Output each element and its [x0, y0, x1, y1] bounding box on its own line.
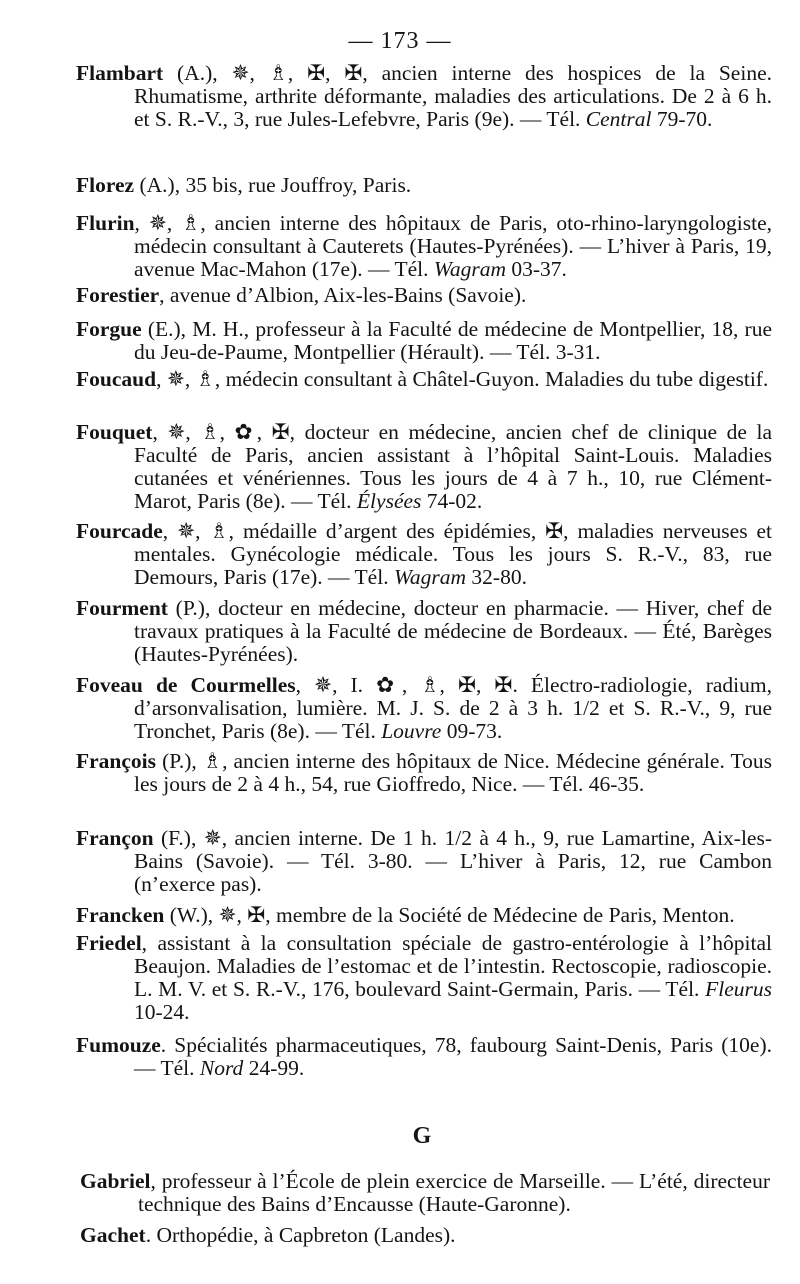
entry-name: Fouquet [76, 420, 153, 444]
page-number: — 173 — [348, 28, 452, 54]
directory-entry-foucaud [76, 368, 772, 391]
entry-text: . Orthopédie, à Capbreton (Landes). [145, 1223, 456, 1247]
entry-name: Flurin [76, 211, 135, 235]
entry-text-end: 79-70. [651, 107, 713, 131]
entry-name: Flambart [76, 61, 164, 85]
directory-entry-florez [76, 174, 772, 197]
entry-text-end: 09-73. [441, 719, 503, 743]
directory-entry-fumouze [76, 1034, 772, 1080]
entry-name: Françon [76, 826, 154, 850]
entry-text: , assistant à la consultation spéciale de gastro-entérologie à l’hôpital Beaujon. Maladies de l’estomac et de l’intestin. Rectoscopie, radioscopie. L. M. V. et S. R.-V., 176, boulevard Saint-Germain, Paris. — Tél. [134, 931, 772, 1001]
entry-text: (E.), M. H., professeur à la Faculté de médecine de Montpellier, 18, rue du Jeu-de-Paume, Montpellier (Hérault). — Tél. 3-31. [134, 317, 772, 364]
entry-name: Fourcade [76, 519, 163, 543]
entry-text-end: 24-99. [243, 1056, 305, 1080]
directory-entry-friedel [76, 932, 772, 1024]
entry-text: (W.), ✵, ✠, membre de la Société de Médecine de Paris, Menton. [164, 903, 735, 927]
entry-name: Gabriel [80, 1169, 151, 1193]
entry-name: Foveau de Courmelles [76, 673, 296, 697]
entry-text: , ✵, ♗, médaille d’argent des épidémies, ✠, maladies nerveuses et mentales. Gynécologie médicale. Tous les jours S. R.-V., 83, rue Demours, Paris (17e). — Tél. [134, 519, 772, 589]
directory-entry-gabriel [80, 1170, 770, 1216]
directory-entry-francken [76, 904, 772, 927]
entry-name: Fumouze [76, 1033, 161, 1057]
entry-name: Foucaud [76, 367, 157, 391]
entry-name: Fourment [76, 596, 168, 620]
telephone-exchange: Élysées [356, 489, 422, 513]
entry-name: Florez [76, 173, 135, 197]
entry-text-end: 32-80. [466, 565, 527, 589]
directory-entry-forestier [76, 284, 772, 307]
directory-entry-fourcade [76, 520, 772, 589]
directory-entry-fourment [76, 597, 772, 666]
directory-entry-fouquet [76, 421, 772, 513]
entry-text-end: 10-24. [134, 1000, 190, 1024]
directory-entry-flambart [76, 62, 772, 131]
entry-name: Gachet [80, 1223, 146, 1247]
entry-text: (F.), ✵, ancien interne. De 1 h. 1/2 à 4 h., 9, rue Lamartine, Aix-les-Bains (Savoie). — Tél. 3-80. — L’hiver à Paris, 12, rue Cambon (n’exerce pas). [134, 826, 772, 896]
telephone-exchange: Central [585, 107, 652, 131]
entry-name: Forgue [76, 317, 142, 341]
directory-entry-francois [76, 750, 772, 796]
telephone-exchange: Louvre [381, 719, 442, 743]
telephone-exchange: Wagram [433, 257, 506, 281]
entry-text: (P.), ♗, ancien interne des hôpitaux de Nice. Médecine générale. Tous les jours de 2 à 4 h., 54, rue Gioffredo, Nice. — Tél. 46-35. [134, 749, 772, 796]
entry-name: Forestier [76, 283, 160, 307]
entry-name: Friedel [76, 931, 142, 955]
entry-text: (P.), docteur en médecine, docteur en pharmacie. — Hiver, chef de travaux pratiques à la Faculté de médecine de Bordeaux. — Été, Barèges (Hautes-Pyrénées). [134, 596, 772, 666]
entry-text: , professeur à l’École de plein exercice de Marseille. — L’été, directeur technique des Bains d’Encausse (Haute-Garonne). [138, 1169, 770, 1216]
directory-entry-francon [76, 827, 772, 896]
entry-name: Francken [76, 903, 165, 927]
entry-text: (A.), 35 bis, rue Jouffroy, Paris. [134, 173, 412, 197]
entry-text: , ✵, ♗, ✿, ✠, docteur en médecine, ancien chef de clinique de la Faculté de Paris, ancien assistant à l’hôpital Saint-Louis. Maladies cutanées et vénériennes. Tous les jours de 4 à 7 h., 10, rue Clément-Marot, Paris (8e). — Tél. [134, 420, 772, 513]
entry-name: François [76, 749, 157, 773]
entry-text: . Spécialités pharmaceutiques, 78, faubourg Saint-Denis, Paris (10e). — Tél. [134, 1033, 772, 1080]
directory-entry-foveau [76, 674, 772, 743]
directory-entry-forgue [76, 318, 772, 364]
entry-text-end: 03-37. [506, 257, 567, 281]
entry-text: , avenue d’Albion, Aix-les-Bains (Savoie). [159, 283, 527, 307]
section-letter: G [412, 1123, 432, 1149]
entry-text: , ✵, ♗, ancien interne des hôpitaux de Paris, oto-rhino-laryngologiste, médecin consultant à Cauterets (Hautes-Pyrénées). — L’hiver à Paris, 19, avenue Mac-Mahon (17e). — Tél. [134, 211, 772, 281]
directory-entry-gachet [80, 1224, 770, 1247]
entry-text-end: 74-02. [421, 489, 483, 513]
entry-text: , ✵, I. ✿, ♗, ✠, ✠. Électro-radiologie, radium, d’arsonvalisation, lumière. M. J. S. de 2 à 3 h. 1/2 et S. R.-V., 9, rue Tronchet, Paris (8e). — Tél. [134, 673, 773, 743]
telephone-exchange: Nord [199, 1056, 244, 1080]
directory-entry-flurin [76, 212, 772, 281]
entry-text: , ✵, ♗, médecin consultant à Châtel-Guyon. Maladies du tube digestif. [156, 367, 769, 391]
telephone-exchange: Fleurus [705, 977, 772, 1001]
entry-text: (A.), ✵, ♗, ✠, ✠, ancien interne des hospices de la Seine. Rhumatisme, arthrite déformante, maladies des articulations. De 2 à 6 h. et S. R.-V., 3, rue Jules-Lefebvre, Paris (9e). — Tél. [134, 61, 772, 131]
telephone-exchange: Wagram [393, 565, 467, 589]
